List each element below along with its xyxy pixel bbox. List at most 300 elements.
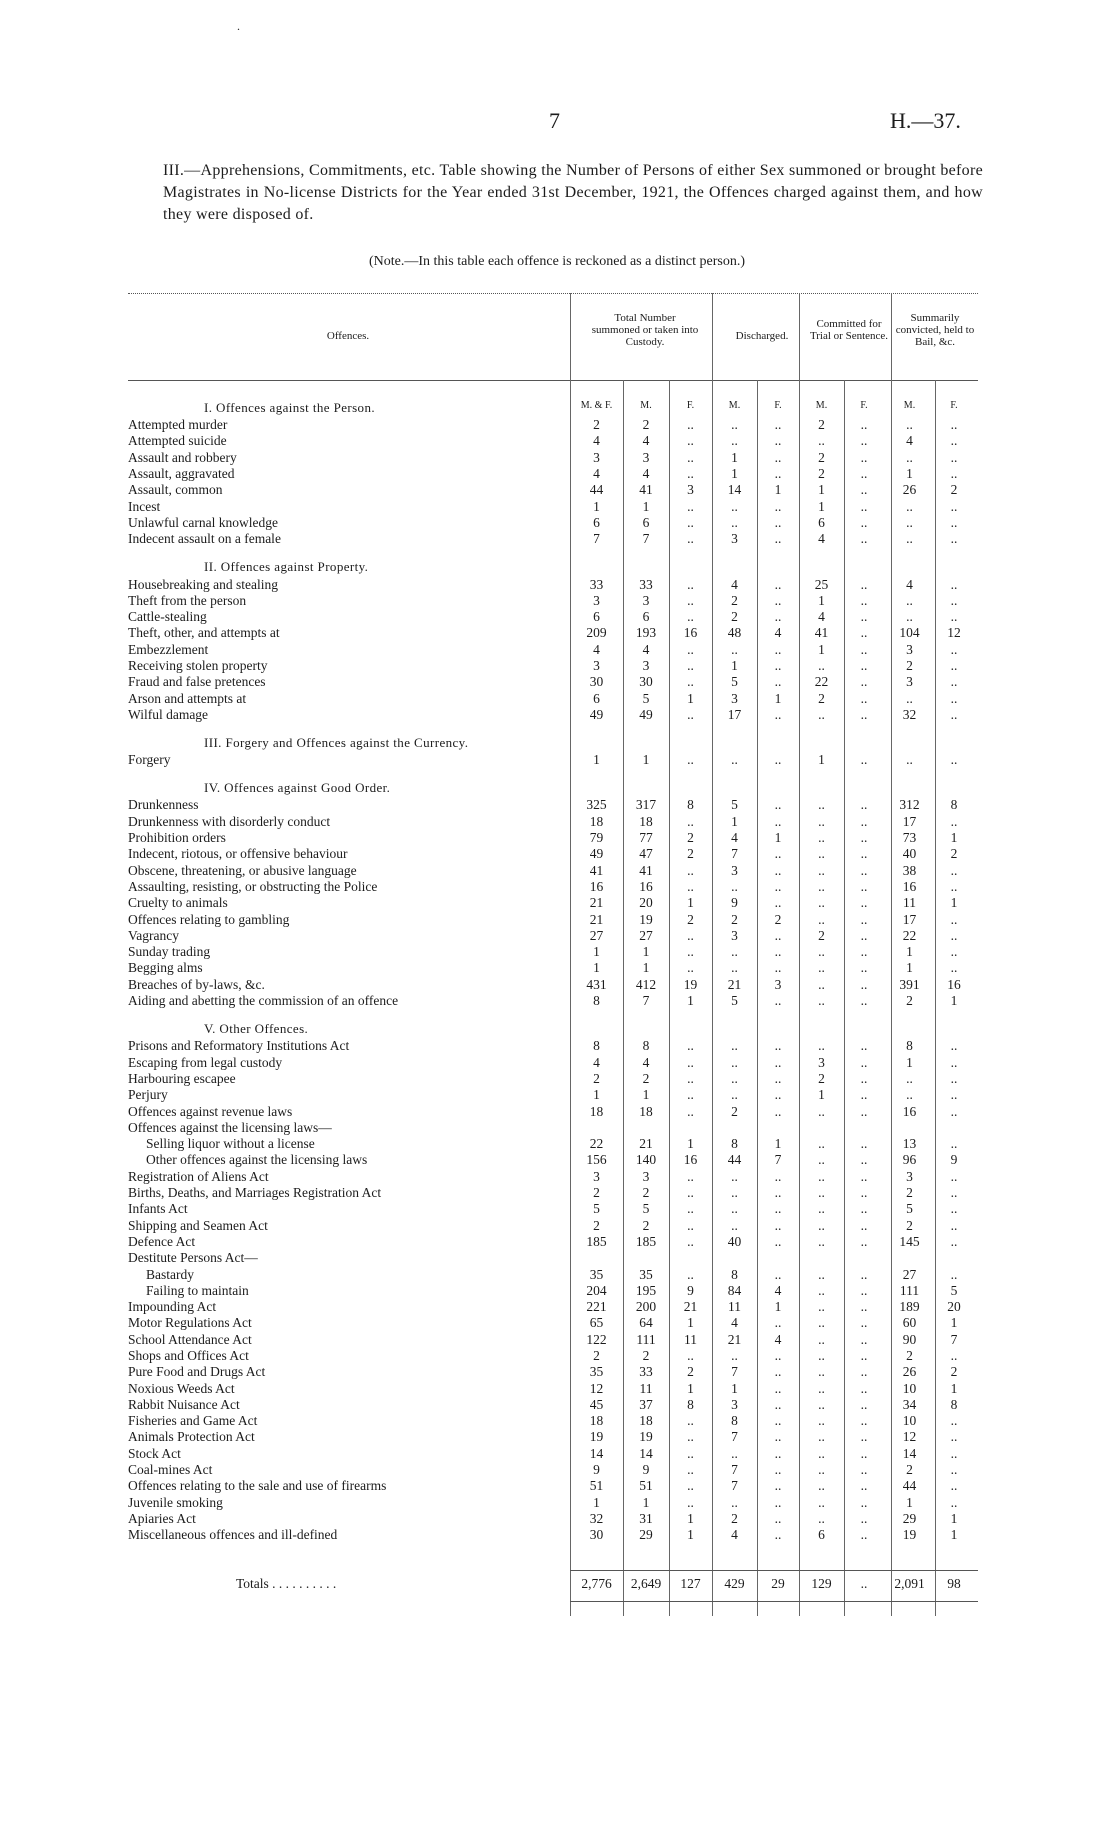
spacer-cell [0, 547, 973, 557]
value-cell: 317 [635, 797, 657, 813]
value-cell: .. [950, 862, 958, 878]
value-cell [669, 1250, 712, 1266]
value-cell: .. [950, 417, 958, 433]
table-row [0, 752, 973, 768]
value-cell: 1 [593, 1494, 600, 1510]
value-cell: .. [731, 433, 738, 449]
totals-label: Totals . . . . . . . . . . [236, 1576, 337, 1591]
value-cell: 21 [589, 895, 604, 911]
value-cell [623, 1250, 669, 1266]
value-cell: .. [860, 846, 868, 862]
value-cell: 30 [589, 674, 604, 690]
value-cell: 26 [902, 482, 917, 498]
value-cell: 20 [639, 895, 653, 911]
value-cell: .. [860, 576, 868, 592]
table-row [0, 593, 973, 609]
value-cell [844, 1250, 884, 1266]
value-cell: 5 [642, 1201, 650, 1217]
value-cell: 7 [731, 1429, 738, 1445]
value-cell: .. [860, 1315, 868, 1331]
offence-label: Fraud and false pretences [128, 674, 266, 690]
value-cell: 2 [731, 1103, 738, 1119]
value-cell: 1 [818, 641, 825, 657]
value-cell: .. [774, 1462, 782, 1478]
value-cell: 21 [727, 976, 742, 992]
offence-label: Births, Deaths, and Marriages Registration Act [128, 1185, 382, 1201]
value-cell: .. [774, 960, 782, 976]
value-cell: 11 [728, 1299, 741, 1315]
value-cell: .. [860, 1347, 868, 1363]
value-cell [757, 1250, 799, 1266]
value-cell: 5 [731, 993, 738, 1009]
value-cell: .. [950, 1413, 958, 1429]
value-cell: .. [687, 944, 694, 960]
value-cell: 2 [593, 1217, 600, 1233]
value-cell: .. [687, 752, 694, 768]
value-cell: .. [860, 658, 868, 673]
value-cell: 19 [902, 1527, 917, 1543]
offence-label: Other offences against the licensing laws [146, 1152, 368, 1168]
value-cell [884, 1250, 935, 1266]
value-cell: .. [818, 1136, 825, 1152]
value-cell: 2 [687, 911, 694, 927]
value-cell: .. [906, 1087, 913, 1103]
value-cell: 3 [906, 641, 913, 657]
value-cell: 79 [589, 830, 604, 846]
value-cell: 49 [589, 706, 604, 722]
value-cell: .. [906, 417, 913, 433]
value-cell: 21 [727, 1331, 742, 1347]
value-cell: .. [774, 466, 782, 482]
value-cell: 3 [731, 690, 738, 706]
offence-label: Harbouring escapee [128, 1070, 236, 1086]
value-cell: .. [774, 1527, 782, 1543]
value-cell: .. [687, 1070, 694, 1086]
value-cell: 1 [774, 482, 782, 498]
value-cell: .. [950, 1494, 958, 1510]
value-cell: .. [687, 1217, 694, 1233]
value-cell: 1 [818, 752, 825, 768]
value-cell: 4 [642, 1054, 650, 1070]
value-cell: 16 [683, 1152, 698, 1168]
table-row [0, 1038, 973, 1054]
offences-table [0, 398, 973, 1543]
value-cell: .. [774, 706, 782, 722]
sub-header-summarily-f: F. [950, 400, 958, 411]
value-cell: 14 [727, 482, 742, 498]
value-cell: .. [774, 944, 782, 960]
table-row [0, 1511, 973, 1527]
value-cell: 5 [731, 797, 738, 813]
value-cell: .. [774, 1494, 782, 1510]
table-row [0, 482, 973, 498]
offence-label: Arson and attempts at [128, 690, 247, 706]
value-cell: .. [950, 1478, 958, 1494]
offence-label: Animals Protection Act [128, 1429, 255, 1445]
value-cell: 6 [593, 690, 600, 706]
value-cell: 7 [731, 1478, 738, 1494]
section-heading: III. Forgery and Offences against the Currency. [204, 734, 469, 750]
value-cell: 2 [818, 690, 825, 706]
value-cell: .. [950, 1233, 958, 1249]
row-spacer [0, 547, 973, 557]
value-cell: 3 [593, 449, 600, 465]
value-cell: 37 [639, 1396, 653, 1412]
value-cell: 18 [589, 1103, 604, 1119]
value-cell: .. [860, 830, 868, 846]
value-cell: 156 [586, 1152, 607, 1168]
offence-label: Offences against revenue laws [128, 1103, 293, 1119]
value-cell: .. [860, 592, 868, 608]
totals-top-rule [570, 1570, 978, 1571]
offence-label: Defence Act [128, 1233, 196, 1249]
value-cell [844, 1120, 884, 1136]
value-cell: .. [818, 1152, 825, 1168]
offence-label: Perjury [128, 1087, 168, 1103]
offence-label: Offences against the licensing laws— [128, 1119, 332, 1135]
value-cell: .. [774, 514, 782, 530]
value-cell: .. [774, 1364, 782, 1380]
value-cell: .. [774, 1233, 782, 1249]
value-cell: .. [860, 993, 868, 1009]
total-committed-m: 129 [811, 1576, 832, 1591]
offence-label: Embezzlement [128, 641, 209, 657]
value-cell: 9 [950, 1152, 958, 1168]
value-cell: .. [860, 1380, 868, 1396]
value-cell: 11 [639, 1380, 653, 1396]
value-cell [712, 1120, 757, 1136]
offence-label: Pure Food and Drugs Act [128, 1364, 266, 1380]
value-cell: .. [950, 498, 958, 514]
table-row [0, 879, 973, 895]
value-cell: .. [731, 498, 738, 514]
value-cell: .. [860, 911, 868, 927]
value-cell: .. [687, 1185, 694, 1201]
value-cell: 29 [639, 1527, 653, 1543]
value-cell: 3 [593, 658, 600, 673]
value-cell: 1 [950, 1527, 958, 1543]
value-cell: 20 [947, 1299, 961, 1315]
value-cell: 1 [593, 1087, 600, 1103]
value-cell: .. [687, 1054, 694, 1070]
value-cell: .. [860, 449, 868, 465]
value-cell: .. [687, 609, 694, 625]
value-cell: .. [950, 641, 958, 657]
value-cell: 41 [589, 862, 604, 878]
value-cell: 1 [687, 1510, 694, 1526]
value-cell: .. [818, 993, 825, 1009]
table-row [0, 576, 973, 592]
value-cell: .. [818, 1380, 825, 1396]
offence-label: Shops and Offices Act [128, 1347, 249, 1363]
value-cell: .. [818, 1494, 825, 1510]
value-cell: .. [774, 895, 782, 911]
col-header-committed: Committed for Trial or Sentence. [809, 318, 889, 342]
value-cell: .. [860, 1054, 868, 1070]
offence-label: Receiving stolen property [128, 658, 268, 673]
section-heading-row [0, 1019, 973, 1038]
table-row [0, 515, 973, 531]
table-row [0, 642, 973, 658]
value-cell: 1 [731, 1380, 738, 1396]
offence-label: Impounding Act [128, 1299, 217, 1315]
value-cell: .. [818, 1315, 825, 1331]
section-heading: II. Offences against Property. [204, 558, 369, 574]
offence-label: Unlawful carnal knowledge [128, 514, 278, 530]
value-cell: 8 [687, 1396, 694, 1412]
table-row [0, 977, 973, 993]
value-cell: .. [731, 1347, 738, 1363]
value-cell: .. [906, 514, 913, 530]
value-cell: 8 [731, 1136, 738, 1152]
value-cell [884, 1120, 935, 1136]
value-cell: .. [860, 976, 868, 992]
value-cell: .. [860, 1070, 868, 1086]
value-cell: 3 [731, 1396, 738, 1412]
value-cell: 5 [642, 690, 650, 706]
value-cell: 19 [683, 976, 698, 992]
offence-label: Cattle-stealing [128, 609, 207, 625]
spacer-cell [0, 723, 973, 733]
table-row [0, 433, 973, 449]
value-cell: .. [687, 1445, 694, 1461]
value-cell: 1 [687, 690, 694, 706]
value-cell: .. [774, 1347, 782, 1363]
value-cell: .. [906, 498, 913, 514]
total-mf: 2,776 [581, 1576, 612, 1591]
value-cell: 2 [687, 830, 694, 846]
stray-mark: . [237, 19, 240, 33]
value-cell: .. [950, 1217, 958, 1233]
value-cell: .. [860, 1185, 868, 1201]
value-cell: .. [818, 862, 825, 878]
value-cell: 17 [727, 706, 742, 722]
sub-header-committed-f: F. [860, 400, 868, 411]
value-cell: 3 [774, 976, 782, 992]
value-cell: 1 [593, 498, 600, 514]
value-cell: 1 [906, 960, 913, 976]
table-row [0, 1266, 973, 1282]
value-cell: 41 [814, 625, 829, 641]
value-cell [757, 1120, 799, 1136]
offence-label: Coal-mines Act [128, 1462, 213, 1478]
value-cell: .. [731, 878, 738, 894]
value-cell: 96 [902, 1152, 917, 1168]
value-cell: .. [906, 1070, 913, 1086]
value-cell: 14 [902, 1445, 917, 1461]
value-cell: 2 [731, 1510, 738, 1526]
value-cell: .. [687, 1462, 694, 1478]
value-cell: 18 [589, 1413, 604, 1429]
value-cell: 64 [639, 1315, 653, 1331]
value-cell: .. [687, 498, 694, 514]
table-row [0, 1380, 973, 1396]
totals-bottom-rule [570, 1601, 978, 1602]
value-cell: .. [860, 1201, 868, 1217]
value-cell: 1 [642, 1494, 650, 1510]
value-cell: .. [687, 531, 694, 547]
value-cell: .. [687, 1413, 694, 1429]
value-cell: .. [818, 1233, 825, 1249]
value-cell: 14 [639, 1445, 653, 1461]
value-cell: 2 [642, 417, 650, 433]
value-cell: 16 [947, 976, 961, 992]
value-cell: 2 [593, 1185, 600, 1201]
value-cell: 2 [818, 449, 825, 465]
col-header-offences: Offences. [326, 330, 370, 342]
value-cell: 45 [589, 1396, 604, 1412]
value-cell: .. [774, 878, 782, 894]
value-cell: .. [731, 944, 738, 960]
col-header-summarily: Summarily convicted, held to Bail, &c. [895, 312, 975, 348]
value-cell: 12 [902, 1429, 917, 1445]
table-row [0, 814, 973, 830]
value-cell: 14 [589, 1445, 604, 1461]
offence-label: Assault and robbery [128, 449, 237, 465]
value-cell: 189 [899, 1299, 920, 1315]
value-cell: .. [687, 960, 694, 976]
value-cell: 4 [731, 576, 738, 592]
value-cell: 8 [687, 797, 694, 813]
value-cell: 431 [586, 976, 607, 992]
value-cell: 1 [950, 830, 958, 846]
value-cell: .. [860, 609, 868, 625]
offence-label: Registration of Aliens Act [128, 1168, 269, 1184]
value-cell: .. [731, 1070, 738, 1086]
value-cell: 325 [586, 797, 607, 813]
value-cell: 221 [586, 1299, 607, 1315]
value-cell: 2 [731, 609, 738, 625]
value-cell: .. [774, 927, 782, 943]
value-cell: 3 [731, 927, 738, 943]
value-cell: 9 [731, 895, 738, 911]
value-cell: .. [860, 417, 868, 433]
value-cell: 1 [687, 1136, 694, 1152]
value-cell: 22 [589, 1136, 604, 1152]
value-cell: .. [860, 674, 868, 690]
offence-label: Shipping and Seamen Act [128, 1217, 268, 1233]
value-cell: 1 [906, 944, 913, 960]
value-cell: 4 [906, 576, 913, 592]
value-cell: .. [774, 1429, 782, 1445]
value-cell: 90 [902, 1331, 917, 1347]
value-cell: 2 [818, 466, 825, 482]
value-cell: 6 [642, 609, 650, 625]
value-cell: 2 [906, 1462, 913, 1478]
value-cell: 2 [906, 1185, 913, 1201]
value-cell: .. [860, 433, 868, 449]
value-cell: 1 [687, 1380, 694, 1396]
value-cell: .. [906, 449, 913, 465]
value-cell: .. [818, 813, 825, 829]
value-cell: .. [687, 592, 694, 608]
table-row [0, 531, 973, 547]
offence-label: Assault, aggravated [128, 466, 235, 482]
table-row [0, 1495, 973, 1511]
value-cell: .. [774, 1510, 782, 1526]
table-row [0, 863, 973, 879]
value-cell: .. [860, 1217, 868, 1233]
offence-label: Destitute Persons Act— [128, 1250, 258, 1266]
offence-label: Escaping from legal custody [128, 1054, 283, 1070]
value-cell: 4 [642, 433, 650, 449]
value-cell: 17 [902, 813, 917, 829]
value-cell: 30 [589, 1527, 604, 1543]
value-cell: 145 [899, 1233, 920, 1249]
value-cell: 8 [731, 1266, 738, 1282]
value-cell: 9 [642, 1462, 650, 1478]
value-cell [712, 1250, 757, 1266]
value-cell: .. [906, 609, 913, 625]
value-cell: .. [818, 1396, 825, 1412]
value-cell: .. [818, 1331, 825, 1347]
value-cell: 30 [639, 674, 653, 690]
offence-label: Prohibition orders [128, 830, 226, 846]
value-cell: 312 [899, 797, 920, 813]
value-cell: .. [950, 1070, 958, 1086]
sub-header-total-mf: M. & F. [580, 400, 613, 411]
value-cell: .. [687, 1087, 694, 1103]
value-cell: .. [860, 813, 868, 829]
table-row [0, 417, 973, 433]
table-row [0, 830, 973, 846]
value-cell: .. [774, 1413, 782, 1429]
offence-label: Rabbit Nuisance Act [128, 1396, 240, 1412]
value-cell: 51 [639, 1478, 653, 1494]
table-row [0, 993, 973, 1009]
value-cell: 2 [950, 1364, 958, 1380]
value-cell: 60 [902, 1315, 917, 1331]
value-cell: 2 [642, 1217, 650, 1233]
value-cell: .. [860, 1087, 868, 1103]
value-cell: 4 [774, 1331, 782, 1347]
value-cell: 111 [636, 1331, 656, 1347]
value-cell: .. [860, 1331, 868, 1347]
table-row [0, 1315, 973, 1331]
value-cell: 4 [731, 830, 738, 846]
col-header-total: Total Number summoned or taken into Custody. [591, 312, 699, 348]
value-cell: 3 [642, 658, 650, 673]
value-cell: 35 [639, 1266, 653, 1282]
value-cell: 49 [639, 706, 653, 722]
value-cell: .. [818, 846, 825, 862]
offence-label: Breaches of by-laws, &c. [128, 976, 265, 992]
value-cell: .. [818, 1217, 825, 1233]
value-cell: 38 [902, 862, 917, 878]
value-cell: 9 [687, 1282, 694, 1298]
value-cell: 1 [774, 690, 782, 706]
value-cell: .. [731, 1168, 738, 1184]
value-cell: 12 [947, 625, 961, 641]
value-cell: .. [950, 576, 958, 592]
table-row [0, 1250, 973, 1266]
table-row [0, 1462, 973, 1478]
offence-label: Assault, common [128, 482, 223, 498]
spacer-cell [0, 1009, 973, 1019]
value-cell: 3 [731, 531, 738, 547]
offence-label: Indecent assault on a female [128, 531, 281, 547]
value-cell: .. [818, 1413, 825, 1429]
value-cell: .. [774, 1054, 782, 1070]
value-cell: 10 [902, 1413, 917, 1429]
value-cell: .. [687, 576, 694, 592]
value-cell: 2 [906, 993, 913, 1009]
value-cell: .. [860, 752, 868, 768]
value-cell: 47 [639, 846, 653, 862]
value-cell: .. [818, 1038, 825, 1054]
offence-label: Sunday trading [128, 944, 211, 960]
value-cell: 4 [593, 466, 600, 482]
